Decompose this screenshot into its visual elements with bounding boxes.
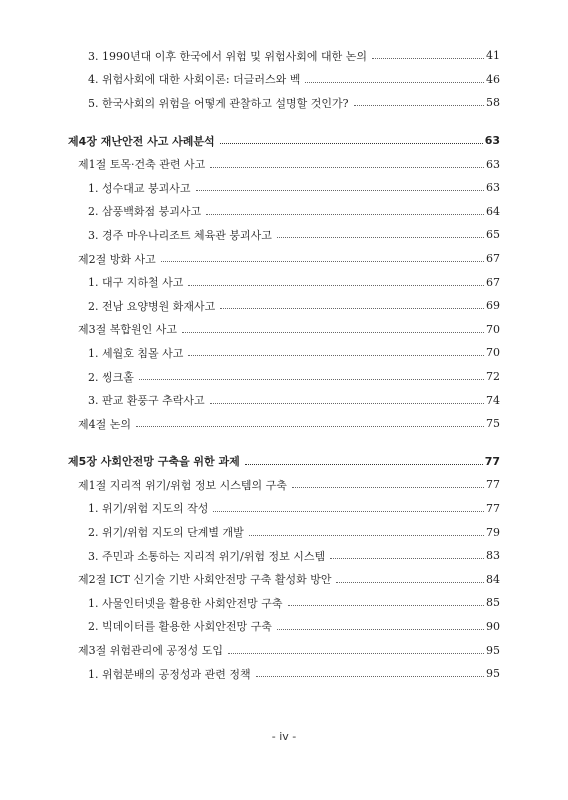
toc-entry-page: 46 <box>486 72 500 86</box>
dot-leader <box>292 487 484 488</box>
toc-entry-page: 75 <box>486 417 500 431</box>
dot-leader <box>182 332 484 333</box>
dot-leader <box>288 605 485 606</box>
dot-leader <box>277 237 484 238</box>
toc-entry[interactable] <box>68 365 500 389</box>
dot-leader <box>305 82 484 83</box>
toc-section[interactable] <box>68 473 500 497</box>
dot-leader <box>330 558 484 559</box>
toc-entry-page: 74 <box>486 393 500 407</box>
dot-leader <box>220 308 484 309</box>
toc-entry-page: 64 <box>486 204 500 218</box>
toc-entry-label: 제2절 방화 사고 <box>78 252 156 266</box>
toc-entry-page: 69 <box>486 299 500 313</box>
toc-entry-label: 3. 주민과 소통하는 지리적 위기/위험 정보 시스템 <box>88 549 326 563</box>
dot-leader <box>256 676 484 677</box>
toc-entry-label: 1. 위기/위험 지도의 작성 <box>88 502 209 516</box>
chapter-title: 제4장 재난안전 사고 사례분석 <box>68 134 215 148</box>
toc-entry[interactable] <box>68 388 500 412</box>
toc-section[interactable] <box>68 318 500 342</box>
toc-entry-page: 95 <box>486 667 500 681</box>
toc-entry[interactable] <box>68 520 500 544</box>
toc-entry-label: 제3절 위험관리에 공정성 도입 <box>78 644 223 658</box>
dot-leader <box>277 629 484 630</box>
toc-entry[interactable] <box>68 497 500 521</box>
dot-leader <box>372 58 484 59</box>
dot-leader <box>210 403 484 404</box>
toc-entry-page: 67 <box>486 252 500 266</box>
chapter-page: 77 <box>484 454 500 468</box>
toc-entry-label: 4. 위험사회에 대한 사회이론: 더글러스와 벡 <box>88 73 301 87</box>
dot-leader <box>249 535 484 536</box>
spacer <box>68 115 500 129</box>
dot-leader <box>220 143 483 144</box>
dot-leader <box>136 426 484 427</box>
toc-entry-label: 1. 성수대교 붕괴사고 <box>88 181 191 195</box>
toc-entry-page: 90 <box>486 619 500 633</box>
toc-entry-page: 67 <box>486 275 500 289</box>
dot-leader <box>206 214 484 215</box>
toc-entry[interactable] <box>68 44 500 68</box>
toc-entry[interactable] <box>68 200 500 224</box>
toc-entry[interactable] <box>68 91 500 115</box>
chapter-title: 제5장 사회안전망 구축을 위한 과제 <box>68 455 240 469</box>
toc-chapter-5[interactable] <box>68 450 500 474</box>
spacer <box>68 436 500 450</box>
toc-entry-page: 95 <box>486 643 500 657</box>
dot-leader <box>228 653 484 654</box>
toc-entry-page: 41 <box>486 49 500 63</box>
toc-entry[interactable] <box>68 341 500 365</box>
toc-entry[interactable] <box>68 223 500 247</box>
dot-leader <box>196 190 485 191</box>
dot-leader <box>245 464 483 465</box>
dot-leader <box>188 285 484 286</box>
dot-leader <box>161 261 484 262</box>
toc-entry-page: 79 <box>486 525 500 539</box>
page-number: - iv - <box>271 730 297 743</box>
toc-entry-label: 2. 빅데이터를 활용한 사회안전망 구축 <box>88 620 272 634</box>
toc-entry-label: 제1절 토목·건축 관련 사고 <box>78 158 206 172</box>
toc-entry-label: 제4절 논의 <box>78 417 131 431</box>
toc-entry-page: 72 <box>486 370 500 384</box>
toc-entry-page: 83 <box>486 549 500 563</box>
toc-entry[interactable] <box>68 662 500 686</box>
toc-entry-label: 3. 1990년대 이후 한국에서 위험 및 위험사회에 대한 논의 <box>88 49 367 63</box>
dot-leader <box>213 511 484 512</box>
toc-entry[interactable] <box>68 591 500 615</box>
toc-entry-label: 3. 판교 환풍구 추락사고 <box>88 394 205 408</box>
toc-entry-page: 85 <box>486 596 500 610</box>
toc-section[interactable] <box>68 152 500 176</box>
toc-entry-label: 1. 대구 지하철 사고 <box>88 276 184 290</box>
toc-entry-label: 2. 위기/위험 지도의 단계별 개발 <box>88 526 244 540</box>
table-of-contents <box>68 44 500 685</box>
toc-entry[interactable] <box>68 544 500 568</box>
toc-section[interactable] <box>68 247 500 271</box>
toc-entry[interactable] <box>68 294 500 318</box>
toc-entry-page: 77 <box>486 501 500 515</box>
toc-entry-label: 1. 위험분배의 공정성과 관련 정책 <box>88 667 251 681</box>
toc-entry-label: 제3절 복합원인 사고 <box>78 323 177 337</box>
toc-entry-label: 2. 삼풍백화점 붕괴사고 <box>88 205 202 219</box>
toc-entry-label: 5. 한국사회의 위험을 어떻게 관찰하고 설명할 것인가? <box>88 96 349 110</box>
toc-entry-label: 제2절 ICT 신기술 기반 사회안전망 구축 활성화 방안 <box>78 573 332 587</box>
dot-leader <box>188 355 484 356</box>
toc-entry-label: 2. 씽크홀 <box>88 370 134 384</box>
toc-chapter-4[interactable] <box>68 129 500 153</box>
dot-leader <box>139 379 484 380</box>
toc-entry-page: 70 <box>486 322 500 336</box>
toc-entry-label: 3. 경주 마우나리조트 체육관 붕괴사고 <box>88 228 272 242</box>
toc-entry[interactable] <box>68 615 500 639</box>
chapter-page: 63 <box>484 134 500 148</box>
toc-entry-label: 2. 전남 요양병원 화재사고 <box>88 299 216 313</box>
toc-entry-page: 65 <box>486 228 500 242</box>
toc-entry-label: 제1절 지리적 위기/위험 정보 시스템의 구축 <box>78 478 287 492</box>
toc-entry-page: 58 <box>486 96 500 110</box>
toc-entry-label: 1. 사물인터넷을 활용한 사회안전망 구축 <box>88 596 283 610</box>
dot-leader <box>336 582 484 583</box>
toc-entry[interactable] <box>68 176 500 200</box>
toc-section[interactable] <box>68 567 500 591</box>
toc-entry[interactable] <box>68 68 500 92</box>
toc-entry-page: 70 <box>486 346 500 360</box>
toc-entry-page: 63 <box>486 157 500 171</box>
toc-section[interactable] <box>68 412 500 436</box>
toc-entry[interactable] <box>68 270 500 294</box>
toc-entry-page: 63 <box>486 181 500 195</box>
toc-section[interactable] <box>68 638 500 662</box>
toc-entry-label: 1. 세월호 침몰 사고 <box>88 346 184 360</box>
dot-leader <box>210 167 484 168</box>
toc-entry-page: 84 <box>486 572 500 586</box>
toc-entry-page: 77 <box>486 478 500 492</box>
dot-leader <box>354 105 484 106</box>
